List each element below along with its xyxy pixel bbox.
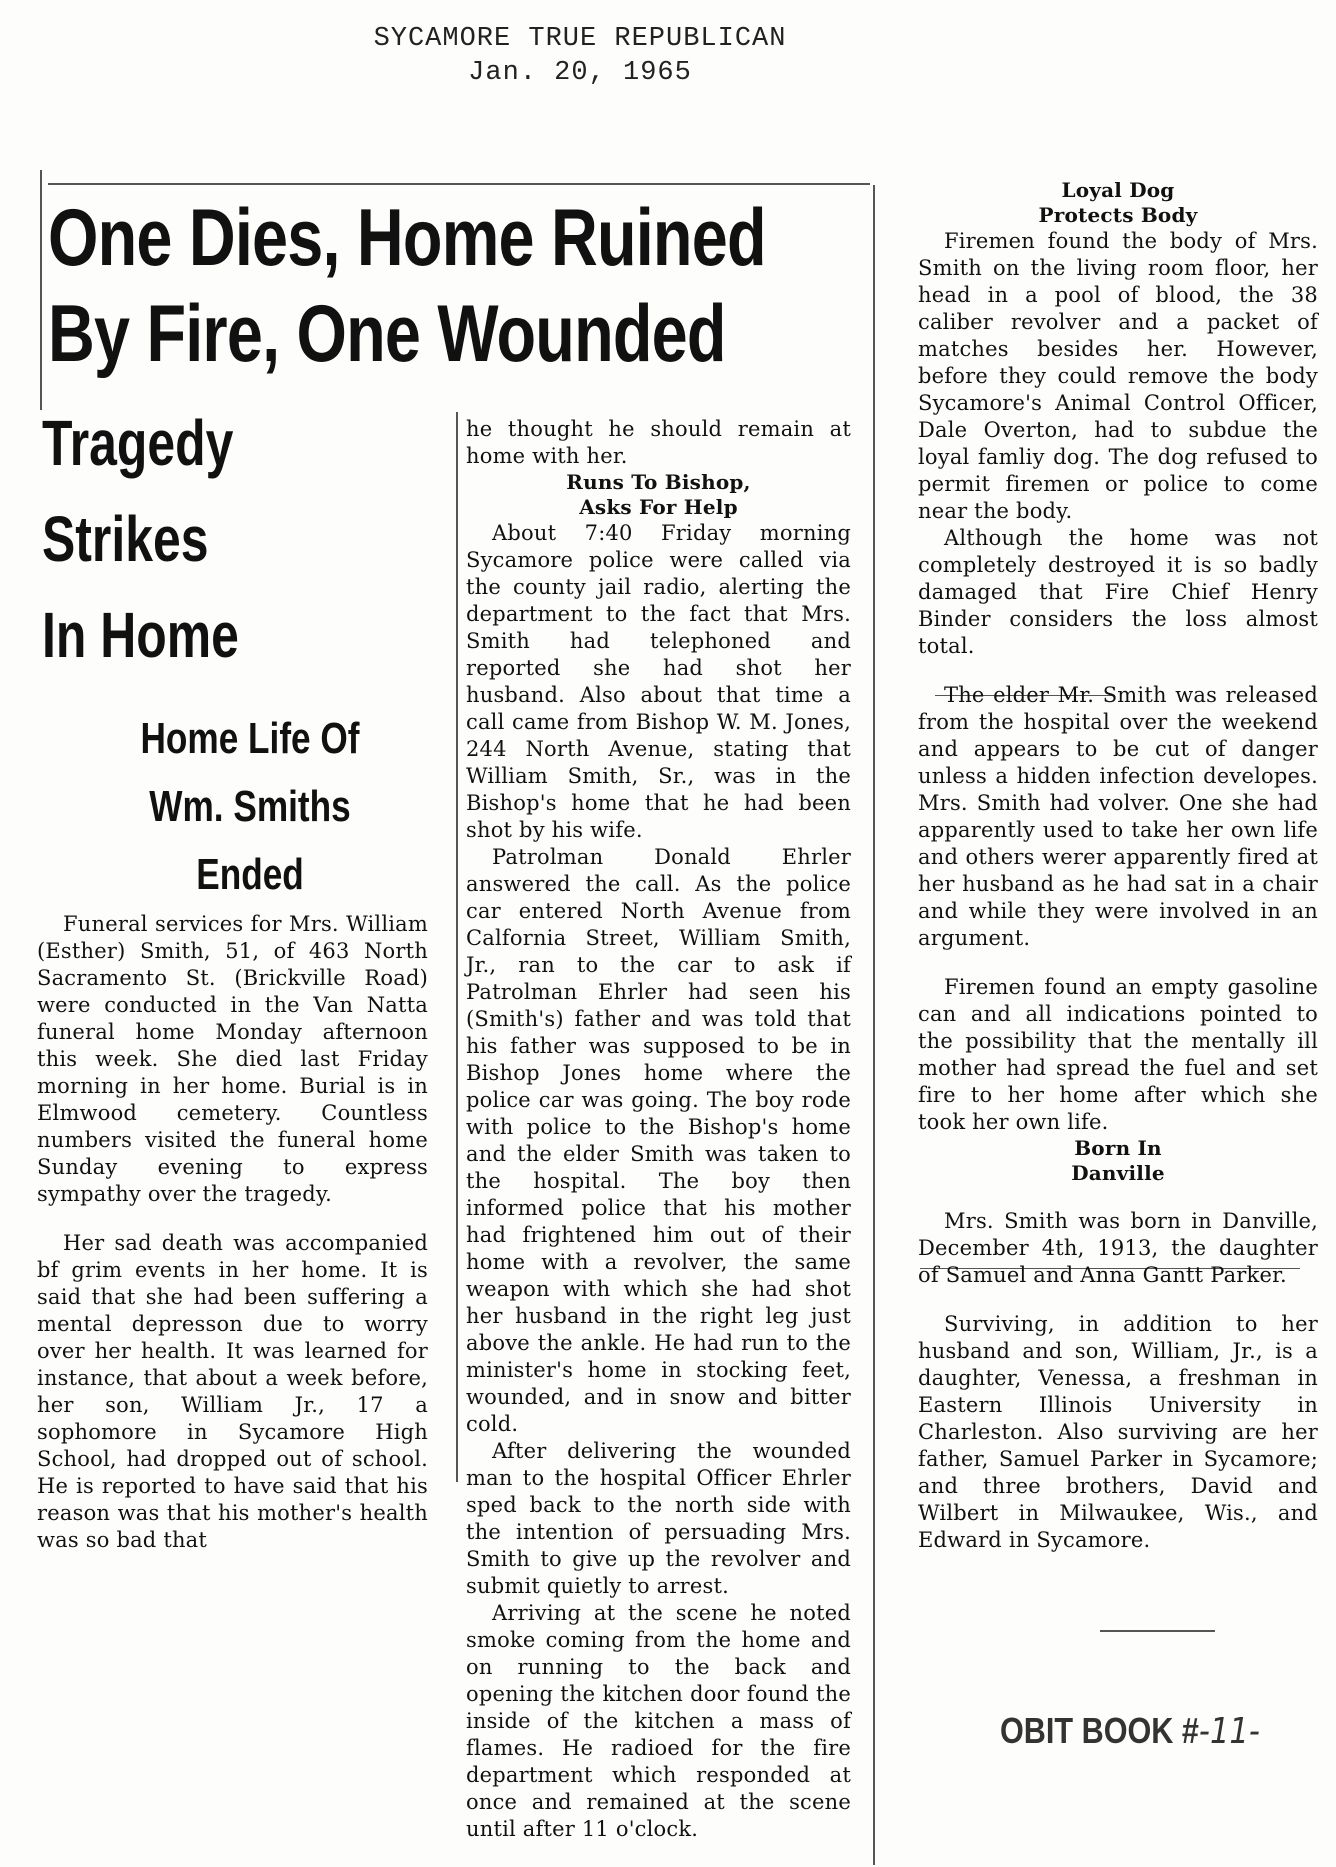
deck-line-3: In Home — [42, 599, 239, 671]
column-divider-2 — [456, 412, 458, 1482]
handwritten-number: -11- — [1198, 1711, 1260, 1752]
section-divider-3 — [1100, 1630, 1215, 1632]
newspaper-name: SYCAMORE TRUE REPUBLICAN — [373, 24, 787, 54]
obit-book-stamp — [1000, 1710, 1260, 1752]
masthead — [300, 22, 860, 90]
headline-line-2: By Fire, One Wounded — [48, 289, 726, 379]
paragraph: Surviving, in addition to her husband and son, William, Jr., is a daughter, Venessa, a freshman in Eastern Illinois University in Charleston. Also surviving are her father, Samuel Parker in Sycamore; and three brothers, David and Wilbert in Milwaukee, Wis., and Edward in Sycamore. — [918, 1312, 1318, 1552]
subhead-loyal-dog — [918, 178, 1318, 228]
deck-line-2: Strikes — [42, 503, 209, 575]
paragraph: After delivering the wounded man to the hospital Officer Ehrler sped back to the north side with the intention of persuading Mrs. Smith to give up the revolver and submit quietly to arrest. — [466, 1439, 851, 1598]
paragraph: Although the home was not completely destroyed it is so badly damaged that Fire Chief Henry Binder considers the loss almost total. — [918, 526, 1318, 658]
subhead-line: Asks For Help — [579, 495, 738, 519]
subdeck-line-1: Home Life Of — [140, 714, 360, 763]
paragraph: Funeral services for Mrs. William (Esther) Smith, 51, of 463 North Sacramento St. (Brickville Road) were conducted in the Van Natta funeral home Monday afternoon this week. She died last Friday morning in her home. Burial is in Elmwood cemetery. Countless numbers visited the funeral home Sunday evening to express sympathy over the tragedy. — [37, 912, 428, 1206]
headline-line-1: One Dies, Home Ruined — [48, 193, 766, 283]
subhead-line: Born In — [1074, 1136, 1162, 1160]
subhead-born-in-danville — [918, 1136, 1318, 1186]
subhead-line: Danville — [1071, 1161, 1165, 1185]
subhead-line: Runs To Bishop, — [566, 470, 751, 494]
subdeck-line-2: Wm. Smiths — [149, 782, 351, 831]
subhead-line: Protects Body — [1038, 203, 1198, 227]
paragraph: Her sad death was accompanied bf grim events in her home. It is said that she had been suffering a mental depresson due to worry over her health. It was learned for instance, that about a week before, her son, William Jr., 17 a sophomore in Sycamore High School, had dropped out of school. He is reported to have said that his reason was that his mother's health was so bad that — [37, 1231, 428, 1552]
stamp-label: OBIT BOOK # — [1000, 1710, 1199, 1751]
column-divider-3 — [873, 185, 875, 1865]
paragraph-continued: he thought he should remain at home with her. — [466, 417, 851, 468]
article-column-2 — [466, 416, 851, 1843]
paragraph: Arriving at the scene he noted smoke coming from the home and on running to the back and opening the kitchen door found the inside of the kitchen a mass of flames. He radioed for the fire department which responded at once and remained at the scene until after 11 o'clock. — [466, 1601, 851, 1841]
headline — [48, 190, 766, 382]
subhead-line: Loyal Dog — [1061, 178, 1175, 202]
paragraph: The elder Mr. Smith was released from the hospital over the weekend and appears to be cut of danger unless a hidden infection developes. Mrs. Smith had volver. One she had apparently used to take her own life and others werer apparently fired at her husband as he had sat in a chair and while they were involved in an argument. — [918, 683, 1318, 950]
subdeck-line-3: Ended — [196, 850, 304, 899]
paragraph: About 7:40 Friday morning Sycamore police were called via the county jail radio, alerting the department to the fact that Mrs. Smith had telephoned and reported she had shot her husband. Also about that time a call came from Bishop W. M. Jones, 244 North Avenue, stating that William Smith, Sr., was in the Bishop's home that he had been shot by his wife. — [466, 521, 851, 842]
headline-top-rule — [48, 183, 870, 185]
publication-date: Jan. 20, 1965 — [468, 58, 692, 88]
subdeck — [130, 705, 370, 909]
article-column-3 — [918, 178, 1318, 1554]
paragraph: Firemen found the body of Mrs. Smith on the living room floor, her head in a pool of blood, the 38 caliber revolver and a packet of matches besides her. However, before they could remove the body Sycamore's Animal Control Officer, Dale Overton, had to subdue the loyal famliy dog. The dog refused to permit firemen or police to come near the body. — [918, 229, 1318, 523]
deck-line-1: Tragedy — [42, 407, 234, 479]
subhead-runs-to-bishop — [466, 470, 851, 520]
paragraph: Patrolman Donald Ehrler answered the call. As the police car entered North Avenue from Calfornia Street, William Smith, Jr., ran to the car to ask if Patrolman Ehrler had seen his (Smith's) father and was told that his father was supposed to be in Bishop Jones home where the police car was going. The boy rode with police to the Bishop's home and the elder Smith was taken to the hospital. The boy then informed police that his mother had frightened him out of their home with a revolver, the same weapon with which she had shot her husband in the right leg just above the ankle. He had run to the minister's home in stocking feet, wounded, and in snow and bitter cold. — [466, 845, 851, 1436]
headline-left-rule — [40, 170, 42, 410]
deck — [42, 395, 239, 683]
article-column-1 — [37, 911, 428, 1554]
paragraph: Mrs. Smith was born in Danville, December 4th, 1913, the daughter of Samuel and Anna Gantt Parker. — [918, 1209, 1318, 1287]
paragraph: Firemen found an empty gasoline can and all indications pointed to the possibility that the mentally ill mother had spread the fuel and set fire to her home after which she took her own life. — [918, 975, 1318, 1134]
